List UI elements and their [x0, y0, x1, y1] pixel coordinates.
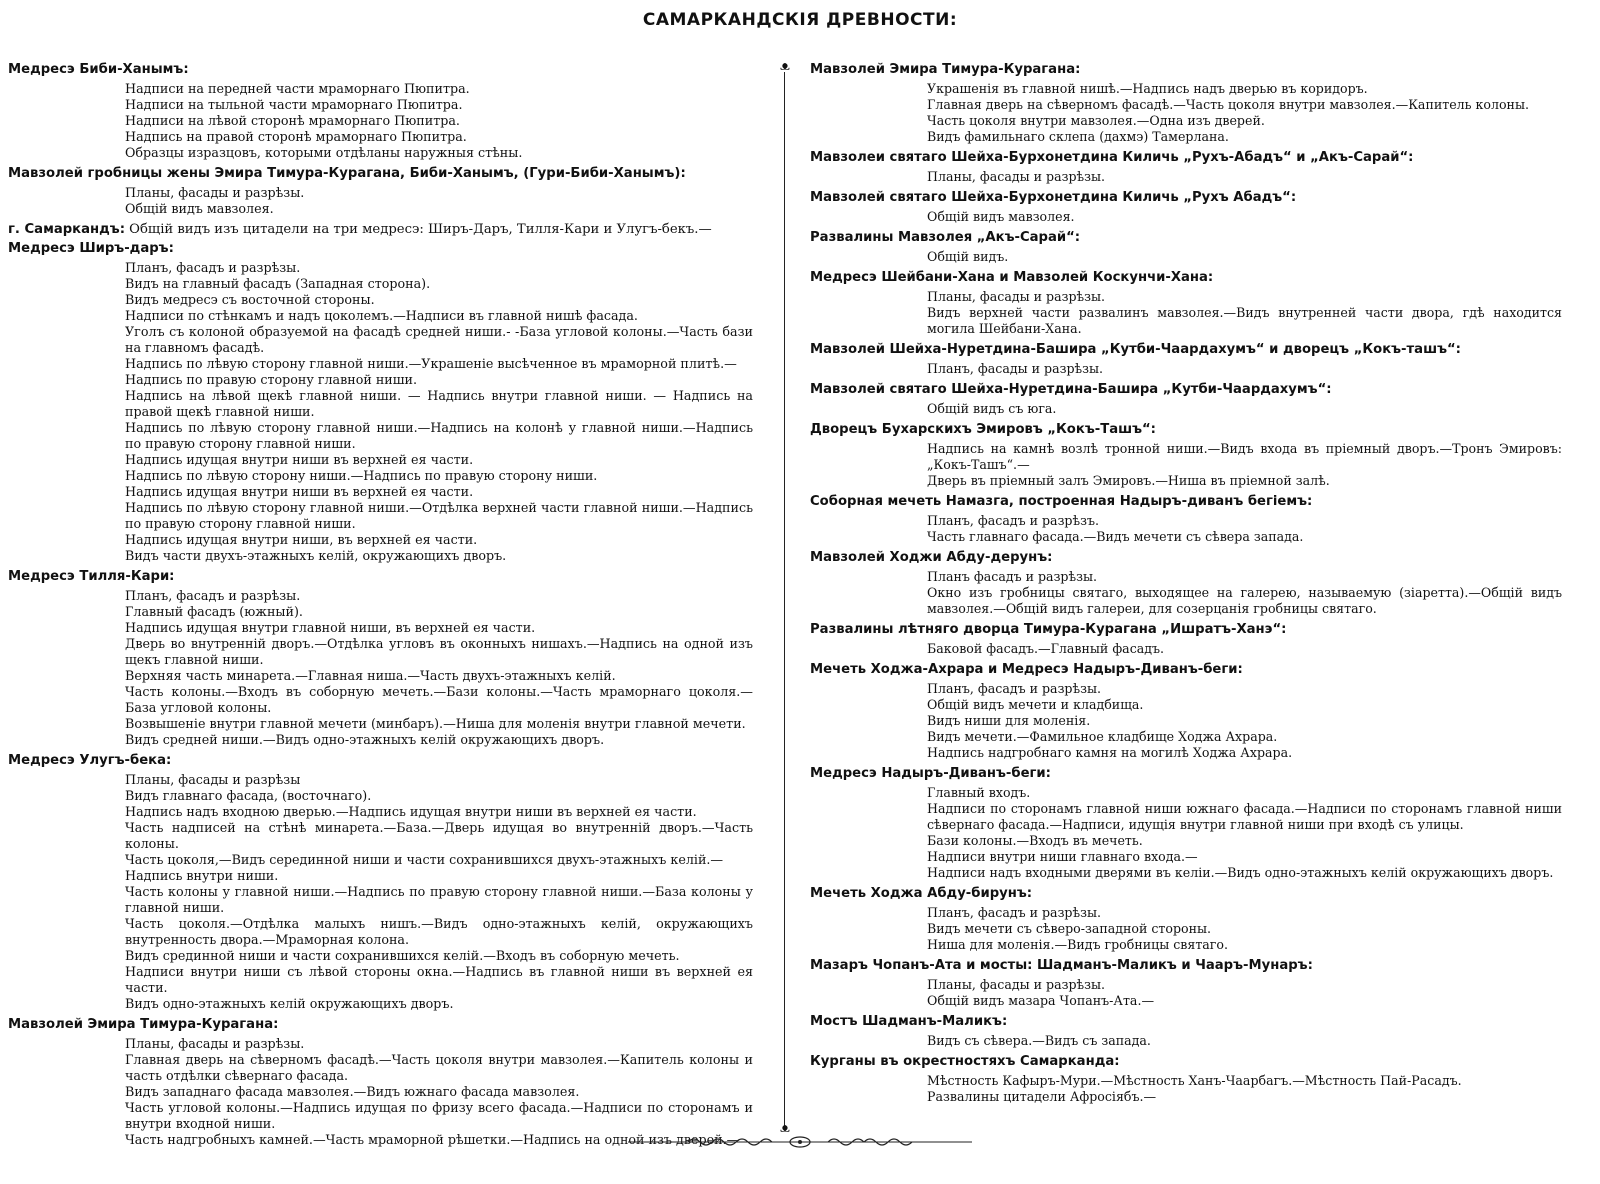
column-divider [784, 72, 785, 1127]
section-entry-list [927, 681, 1562, 761]
section-heading [810, 268, 1562, 287]
section-entry: Общій видъ мазара Чопанъ-Ата.— [927, 993, 1155, 1008]
section-entry: Главная дверь на сѣверномъ фасадѣ.—Часть цоколя внутри мавзолея.—Капитель колоны. [927, 97, 1529, 112]
catalog-section [810, 340, 1562, 377]
section-entry: Видъ медресэ съ восточной стороны. [125, 292, 375, 307]
section-heading [810, 660, 1562, 679]
section-entry: Надписи на передней части мраморнаго Пюпитра. [125, 81, 470, 96]
section-entry-list [927, 785, 1562, 881]
section-heading [810, 956, 1562, 975]
section-heading-text: Медресэ Надыръ-Диванъ-беги: [810, 766, 1051, 781]
section-entry: Надпись внутри ниши. [125, 868, 279, 883]
catalog-section [810, 380, 1562, 417]
section-entry: Часть надписей на стѣнѣ минарета.—База.—Дверь идущая во внутренній дворъ.—Часть колоны. [125, 820, 753, 851]
section-heading-text: Мавзолей Шейха-Нуретдина-Башира „Кутби-Чаардахумъ“ и дворецъ „Кокъ-ташъ“: [810, 342, 1461, 357]
section-entry: Видъ фамильнаго склепа (дахмэ) Тамерлана. [927, 129, 1229, 144]
section-heading [810, 380, 1562, 399]
section-entry: Видъ верхней части развалинъ мавзолея.—Видъ внутренней части двора, гдѣ находится могила Шейбани-Хана. [927, 305, 1562, 336]
section-entry: Ниша для моленія.—Видъ гробницы святаго. [927, 937, 1228, 952]
section-heading-text: Дворецъ Бухарскихъ Эмировъ „Кокъ-Ташъ“: [810, 422, 1156, 437]
section-entry: Общій видъ мечети и кладбища. [927, 697, 1144, 712]
section-entry: Планъ, фасадъ и разрѣзы. [927, 905, 1101, 920]
section-entry: Планъ, фасады и разрѣзы. [927, 361, 1103, 376]
section-entry-list [125, 185, 753, 217]
footer-ornament [628, 1136, 972, 1148]
section-heading-text: Соборная мечеть Намазга, построенная Надыръ-диванъ бегіемъ: [810, 494, 1313, 509]
catalog-section [810, 884, 1562, 953]
section-entry-list [125, 588, 753, 748]
section-entry: Видъ мечети съ сѣверо-западной стороны. [927, 921, 1212, 936]
section-entry: Баковой фасадъ.—Главный фасадъ. [927, 641, 1165, 656]
catalog-section [810, 660, 1562, 761]
right-column [810, 60, 1562, 1108]
section-entry: Планы, фасады и разрѣзы. [125, 1036, 305, 1051]
catalog-section [8, 1015, 753, 1148]
section-entry: Надпись надъ входною дверью.—Надпись идущая внутри ниши въ верхней ея части. [125, 804, 697, 819]
section-heading [8, 1015, 753, 1034]
section-heading-text: Развалины лѣтняго дворца Тимура-Курагана „Ишратъ-Ханэ“: [810, 622, 1287, 637]
section-entry-list [927, 169, 1562, 185]
section-entry: Видъ на главный фасадъ (Западная сторона). [125, 276, 431, 291]
section-heading-text: Мечеть Ходжа-Ахрара и Медресэ Надыръ-Диванъ-беги: [810, 662, 1243, 677]
section-entry: Видъ ниши для моленія. [927, 713, 1091, 728]
section-heading-text: Мавзолей святаго Шейха-Бурхонетдина Киличь „Рухъ Абадъ“: [810, 190, 1297, 205]
section-entry: Часть цоколя.—Отдѣлка малыхъ нишъ.—Видъ одно-этажныхъ келій, окружающихъ внутренность двора.—Мраморная колона. [125, 916, 753, 947]
section-entry-list [927, 249, 1562, 265]
section-entry: Дверь въ пріемный залъ Эмировъ.—Ниша въ пріемной залѣ. [927, 473, 1330, 488]
section-heading-text: Мавзолей святаго Шейха-Нуретдина-Башира „Кутби-Чаардахумъ“: [810, 382, 1332, 397]
section-heading-text: Медресэ Тилля-Кари: [8, 569, 175, 584]
section-heading [810, 340, 1562, 359]
section-entry-list [125, 1036, 753, 1148]
catalog-section [810, 548, 1562, 617]
section-heading-text: Медресэ Ширъ-даръ: [8, 241, 174, 256]
section-entry: Планъ, фасадъ и разрѣзы. [125, 588, 301, 603]
section-entry: Часть угловой колоны.—Надпись идущая по фризу всего фасада.—Надписи по сторонамъ и внутри входной ниши. [125, 1100, 753, 1131]
catalog-section [8, 751, 753, 1012]
section-entry-list [927, 361, 1562, 377]
section-entry-list [125, 772, 753, 1012]
section-entry: Надписи надъ входными дверями въ келіи.—Видъ одно-этажныхъ келій окружающихъ дворъ. [927, 865, 1554, 880]
section-heading [8, 220, 753, 239]
section-entry: Надписи внутри ниши главнаго входа.— [927, 849, 1198, 864]
section-heading [810, 620, 1562, 639]
section-entry: Планъ, фасадъ и разрѣзы. [927, 681, 1101, 696]
section-entry: Надпись на лѣвой щекѣ главной ниши. — Надпись внутри главной ниши. — Надпись на правой щекѣ главной ниши. [125, 388, 753, 419]
section-heading-text: Мавзолей Эмира Тимура-Курагана: [810, 62, 1081, 77]
section-entry-list [927, 513, 1562, 545]
section-entry-list [927, 569, 1562, 617]
section-heading [810, 148, 1562, 167]
section-entry: Видъ части двухъ-этажныхъ келій, окружающихъ дворъ. [125, 548, 507, 563]
section-heading [810, 884, 1562, 903]
catalog-section [810, 956, 1562, 1009]
section-entry: Планы, фасады и разрѣзы [125, 772, 301, 787]
section-heading [810, 764, 1562, 783]
section-heading [8, 60, 753, 79]
section-entry-list [927, 1033, 1562, 1049]
section-entry: Планы, фасады и разрѣзы. [927, 169, 1106, 184]
section-entry: Надпись по правую сторону главной ниши. [125, 372, 418, 387]
section-entry: Развалины цитадели Афросіябъ.— [927, 1089, 1157, 1104]
catalog-section [810, 492, 1562, 545]
section-entry: Надпись по лѣвую сторону главной ниши.—Надпись на колонѣ у главной ниши.—Надпись по правую сторону главной ниши. [125, 420, 753, 451]
section-entry: Надписи по стѣнкамъ и надъ цоколемъ.—Надписи въ главной нишѣ фасада. [125, 308, 638, 323]
section-entry-list [927, 209, 1562, 225]
section-entry-list [927, 401, 1562, 417]
section-heading-text: Медресэ Улугъ-бека: [8, 753, 172, 768]
section-entry: Общій видъ мавзолея. [927, 209, 1075, 224]
section-entry: Часть колоны у главной ниши.—Надпись по правую сторону главной ниши.—База колоны у главной ниши. [125, 884, 753, 915]
section-entry-list [927, 81, 1562, 145]
section-entry: Уголъ съ колоной образуемой на фасадѣ средней ниши.- -База угловой колоны.—Часть бази на главномъ фасадѣ. [125, 324, 753, 355]
section-heading [810, 188, 1562, 207]
section-entry: Планъ фасадъ и разрѣзы. [927, 569, 1097, 584]
divider-bottom-ornament: ᴥ [780, 1121, 790, 1136]
section-entry-list [927, 905, 1562, 953]
section-entry: Украшенія въ главной нишѣ.—Надпись надъ дверью въ коридоръ. [927, 81, 1368, 96]
section-heading [8, 164, 753, 183]
section-entry: Планъ, фасадъ и разрѣзъ. [927, 513, 1099, 528]
section-entry: Надпись по лѣвую сторону главной ниши.—Отдѣлка верхней части главной ниши.—Надпись по правую сторону главной ниши. [125, 500, 753, 531]
catalog-section [810, 1012, 1562, 1049]
section-heading [810, 228, 1562, 247]
section-heading-text: Развалины Мавзолея „Акъ-Сарай“: [810, 230, 1081, 245]
divider-top-ornament: ᴥ [780, 59, 790, 74]
section-entry: Видъ одно-этажныхъ келій окружающихъ дворъ. [125, 996, 454, 1011]
catalog-section [8, 220, 753, 239]
section-entry: Мѣстность Кафыръ-Мури.—Мѣстность Ханъ-Чаарбагъ.—Мѣстность Пай-Расадъ. [927, 1073, 1462, 1088]
section-entry: Видъ мечети.—Фамильное кладбище Ходжа Ахрара. [927, 729, 1278, 744]
section-inline-description: Общій видъ изъ цитадели на три медресэ: Ширъ-Даръ, Тилля-Кари и Улугъ-бекъ.— [124, 222, 712, 237]
section-entry: Надпись идущая внутри ниши въ верхней ея части. [125, 452, 474, 467]
section-entry: Бази колоны.—Входъ въ мечеть. [927, 833, 1143, 848]
section-entry: Возвышеніе внутри главной мечети (минбаръ).—Ниша для моленія внутри главной мечети. [125, 716, 746, 731]
catalog-section [810, 764, 1562, 881]
section-heading [810, 492, 1562, 511]
section-entry-list [927, 441, 1562, 489]
section-entry: Окно изъ гробницы святаго, выходящее на галерею, называемую (зіаретта).—Общій видъ мавзолея.—Общій видъ галереи, для созерцанія гробницы святаго. [927, 585, 1562, 616]
section-entry: Главный фасадъ (южный). [125, 604, 303, 619]
section-entry: Надписи на тыльной части мраморнаго Пюпитра. [125, 97, 463, 112]
section-entry: Надпись идущая внутри ниши въ верхней ея части. [125, 484, 474, 499]
catalog-section [810, 420, 1562, 489]
section-entry: Надписи на лѣвой сторонѣ мраморнаго Пюпитра. [125, 113, 460, 128]
section-heading [8, 567, 753, 586]
section-entry: Надпись по лѣвую сторону ниши.—Надпись по правую сторону ниши. [125, 468, 598, 483]
page-title: САМАРКАНДСКІЯ ДРЕВНОСТИ: [642, 10, 958, 30]
section-entry-list [927, 977, 1562, 1009]
catalog-section [810, 1052, 1562, 1105]
section-entry: Видъ съ сѣвера.—Видъ съ запада. [927, 1033, 1151, 1048]
section-heading-text: Мавзолей Ходжи Абду-дерунъ: [810, 550, 1053, 565]
section-entry: Видъ средней ниши.—Видъ одно-этажныхъ келій окружающихъ дворъ. [125, 732, 605, 747]
section-entry: Образцы изразцовъ, которыми отдѣланы наружныя стѣны. [125, 145, 523, 160]
section-heading-text: Курганы въ окрестностяхъ Самарканда: [810, 1054, 1120, 1069]
section-heading [810, 1052, 1562, 1071]
section-entry: Часть главнаго фасада.—Видъ мечети съ сѣвера запада. [927, 529, 1304, 544]
section-entry: Видъ западнаго фасада мавзолея.—Видъ южнаго фасада мавзолея. [125, 1084, 580, 1099]
section-entry: Планы, фасады и разрѣзы. [927, 977, 1106, 992]
section-entry-list [125, 260, 753, 564]
catalog-section [810, 268, 1562, 337]
section-heading-text: Мазаръ Чопанъ-Ата и мосты: Шадманъ-Маликъ и Чааръ-Мунаръ: [810, 958, 1313, 973]
catalog-section [810, 228, 1562, 265]
section-entry: Верхняя часть минарета.—Главная ниша.—Часть двухъ-этажныхъ келій. [125, 668, 616, 683]
catalog-section [810, 148, 1562, 185]
section-entry: Часть цоколя внутри мавзолея.—Одна изъ дверей. [927, 113, 1265, 128]
section-entry: Главная дверь на сѣверномъ фасадѣ.—Часть цоколя внутри мавзолея.—Капитель колоны и часть отдѣлки сѣвернаго фасада. [125, 1052, 753, 1083]
section-entry: Дверь во внутренній дворъ.—Отдѣлка угловъ въ оконныхъ нишахъ.—Надпись на одной изъ щекъ главной ниши. [125, 636, 753, 667]
section-heading-text: Мечеть Ходжа Абду-бирунъ: [810, 886, 1033, 901]
section-heading-text: Мавзолей Эмира Тимура-Курагана: [8, 1017, 279, 1032]
section-entry: Видъ срединной ниши и части сохранившихся келій.—Входъ въ соборную мечеть. [125, 948, 680, 963]
section-entry-list [125, 81, 753, 161]
section-heading [8, 751, 753, 770]
section-entry: Видъ главнаго фасада, (восточнаго). [125, 788, 372, 803]
section-heading-text: Мавзолеи святаго Шейха-Бурхонетдина Киличь „Рухъ-Абадъ“ и „Акъ-Сарай“: [810, 150, 1414, 165]
section-entry: Надписи по сторонамъ главной ниши южнаго фасада.—Надписи по сторонамъ главной ниши сѣвернаго фасада.—Надписи, идущія внутри главной ниши при входѣ съ улицы. [927, 801, 1562, 832]
section-heading [810, 548, 1562, 567]
section-entry: Часть колоны.—Входъ въ соборную мечеть.—Бази колоны.—Часть мраморнаго цоколя.— База угловой колоны. [125, 684, 753, 715]
section-heading-text: г. Самаркандъ: [8, 222, 125, 237]
catalog-section [810, 60, 1562, 145]
section-entry: Планы, фасады и разрѣзы. [927, 289, 1106, 304]
section-heading-text: Мавзолей гробницы жены Эмира Тимура-Курагана, Биби-Ханымъ, (Гури-Биби-Ханымъ): [8, 166, 686, 181]
section-entry-list [927, 289, 1562, 337]
catalog-section [810, 620, 1562, 657]
section-heading-text: Медресэ Биби-Ханымъ: [8, 62, 189, 77]
section-entry: Главный входъ. [927, 785, 1031, 800]
section-entry: Надпись идущая внутри главной ниши, въ верхней ея части. [125, 620, 536, 635]
section-entry: Планы, фасады и разрѣзы. [125, 185, 305, 200]
left-column [8, 60, 753, 1151]
section-entry: Общій видъ. [927, 249, 1009, 264]
section-entry: Общій видъ мавзолея. [125, 201, 274, 216]
section-entry-list [927, 1073, 1562, 1105]
section-entry: Надпись на правой сторонѣ мраморнаго Пюпитра. [125, 129, 467, 144]
section-heading [8, 239, 753, 258]
section-heading [810, 420, 1562, 439]
catalog-section [8, 239, 753, 564]
section-entry-list [927, 641, 1562, 657]
catalog-section [8, 164, 753, 217]
section-entry: Надписи внутри ниши съ лѣвой стороны окна.—Надпись въ главной ниши въ верхней ея части. [125, 964, 753, 995]
section-entry: Надпись по лѣвую сторону главной ниши.—Украшеніе высѣченное въ мраморной плитѣ.— [125, 356, 737, 371]
catalog-section [8, 567, 753, 748]
section-heading [810, 1012, 1562, 1031]
section-entry: Планъ, фасадъ и разрѣзы. [125, 260, 301, 275]
section-heading-text: Медресэ Шейбани-Хана и Мавзолей Коскунчи-Хана: [810, 270, 1214, 285]
section-entry: Часть цоколя,—Видъ серединной ниши и части сохранившихся двухъ-этажныхъ келій.— [125, 852, 724, 867]
catalog-section [8, 60, 753, 161]
section-entry: Надпись идущая внутри ниши, въ верхней ея части. [125, 532, 478, 547]
section-entry: Надпись на камнѣ возлѣ тронной ниши.—Видъ входа въ пріемный дворъ.—Тронъ Эмировъ: „Кокъ-Ташъ“.— [927, 441, 1562, 472]
section-entry: Общій видъ съ юга. [927, 401, 1057, 416]
section-heading-text: Мостъ Шадманъ-Маликъ: [810, 1014, 1008, 1029]
section-heading [810, 60, 1562, 79]
section-entry: Часть надгробныхъ камней.—Часть мраморной рѣшетки.—Надпись на одной изъ дверей.— [125, 1132, 740, 1147]
catalog-section [810, 188, 1562, 225]
section-entry: Надпись надгробнаго камня на могилѣ Ходжа Ахрара. [927, 745, 1293, 760]
